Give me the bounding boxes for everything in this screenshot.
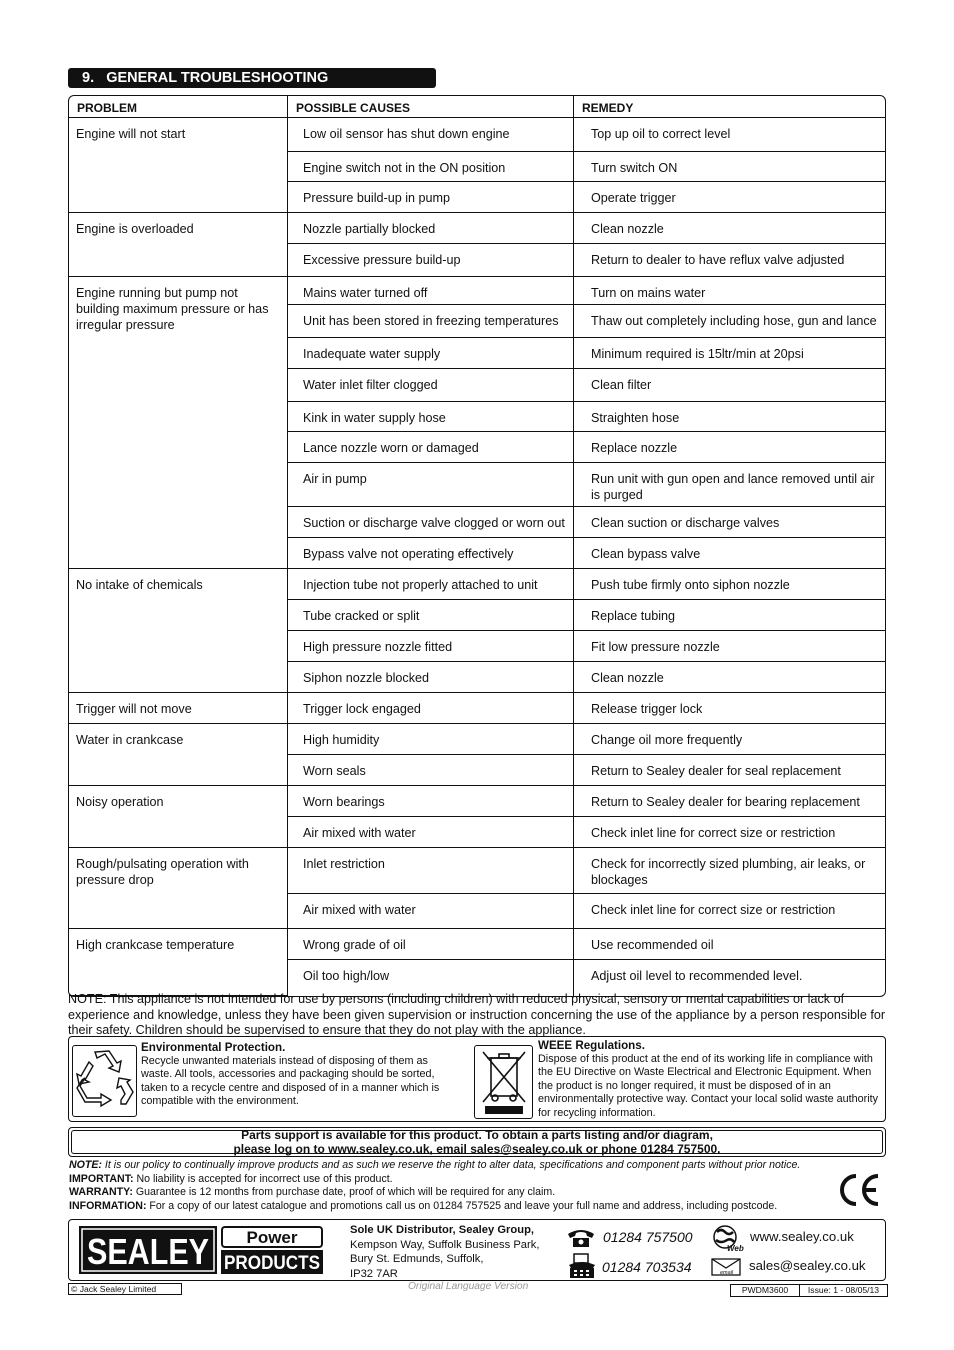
remedy-cell: Push tube firmly onto siphon nozzle: [574, 569, 885, 600]
cause-cell: Oil too high/low: [288, 960, 574, 996]
table-row: [69, 693, 885, 724]
table-row: [69, 213, 885, 244]
remedy-cell: Top up oil to correct level: [574, 118, 885, 152]
cause-cell: Lance nozzle worn or damaged: [288, 432, 574, 463]
cause-cell: Injection tube not properly attached to unit: [288, 569, 574, 600]
cause-cell: Mains water turned off: [288, 277, 574, 305]
remedy-cell: Release trigger lock: [574, 693, 885, 724]
policy-note: NOTE: It is our policy to continually improve products and as such we reserve the right to alter data, specifications and component parts without prior notice.: [69, 1159, 801, 1171]
weee-bin-icon: [474, 1045, 533, 1119]
problem-cell: High crankcase temperature: [69, 929, 288, 996]
email-link[interactable]: sales@sealey.co.uk: [749, 1258, 866, 1273]
cause-cell: Air mixed with water: [288, 817, 574, 848]
table-row: [69, 724, 885, 755]
remedy-cell: Fit low pressure nozzle: [574, 631, 885, 662]
web-globe-icon: [711, 1224, 747, 1257]
important-note: IMPORTANT: No liability is accepted for incorrect use of this product.: [69, 1172, 393, 1185]
environmental-body: Recycle unwanted materials instead of disposing of them as waste. All tools, accessories and packaging should be sorted, taken to a recycle centre and disposed of in a manner which is compatible with the environment.: [141, 1054, 440, 1107]
cause-cell: Nozzle partially blocked: [288, 213, 574, 244]
cause-cell: Air mixed with water: [288, 894, 574, 929]
remedy-cell: Run unit with gun open and lance removed until air is purged: [574, 463, 885, 507]
cause-cell: Inlet restriction: [288, 848, 574, 894]
remedy-cell: Return to Sealey dealer for bearing replacement: [574, 786, 885, 817]
remedy-cell: Replace tubing: [574, 600, 885, 631]
document-code: PWDM3600: [730, 1284, 800, 1297]
header-remedy: REMEDY: [574, 96, 885, 118]
cause-cell: High pressure nozzle fitted: [288, 631, 574, 662]
cause-cell: Unit has been stored in freezing temperatures: [288, 305, 574, 338]
ce-mark-logo: [836, 1172, 882, 1208]
cause-cell: Excessive pressure build-up: [288, 244, 574, 277]
troubleshooting-table: [68, 95, 886, 997]
remedy-cell: Adjust oil level to recommended level.: [591, 969, 803, 983]
remedy-cell: Change oil more frequently: [574, 724, 885, 755]
cause-cell: Siphon nozzle blocked: [288, 662, 574, 693]
problem-cell: Noisy operation: [69, 786, 288, 848]
header-causes: POSSIBLE CAUSES: [288, 96, 574, 118]
safety-note: NOTE: This appliance is not intended for use by persons (including children) with reduced physical, sensory or mental capabilities or lack of experience and knowledge, unless they have been given supervision or instruction concerning the use of the appliance by a person responsible for their safety. Children should be supervised to ensure that they do not play with the appliance.: [68, 992, 886, 1037]
parts-support-line2: please log on to www.sealey.co.uk, email sales@sealey.co.uk or phone 01284 757500.: [233, 1141, 721, 1156]
cause-cell: Trigger lock engaged: [288, 693, 574, 724]
cause-cell: Tube cracked or split: [288, 600, 574, 631]
power-products-logo: [221, 1226, 323, 1274]
problem-cell: Rough/pulsating operation with pressure drop: [69, 848, 288, 929]
table-row: [69, 929, 885, 960]
svg-text:Power: Power: [246, 1228, 298, 1247]
fax-number: 01284 703534: [602, 1259, 692, 1275]
cause-cell: Engine switch not in the ON position: [288, 152, 574, 182]
cause-cell: Bypass valve not operating effectively: [288, 538, 574, 569]
table-row: [69, 848, 885, 894]
table-header-row: [69, 96, 885, 118]
parts-support-inner-border: [71, 1130, 883, 1154]
distributor-address: [350, 1223, 539, 1281]
phone-icon: [566, 1226, 596, 1253]
problem-cell: Engine is overloaded: [69, 213, 288, 277]
cause-cell: Water inlet filter clogged: [288, 369, 574, 402]
weee-text-block: [538, 1039, 883, 1120]
distributor-name: Sole UK Distributor, Sealey Group,: [350, 1224, 535, 1236]
problem-cell: Engine will not start: [69, 118, 288, 213]
remedy-cell: Check for incorrectly sized plumbing, air leaks, or blockages: [574, 848, 885, 894]
section-title-text: GENERAL TROUBLESHOOTING: [106, 70, 329, 86]
website-link[interactable]: www.sealey.co.uk: [750, 1229, 854, 1244]
remedy-cell: Check inlet line for correct size or restriction: [574, 894, 885, 929]
copyright-label: © Jack Sealey Limited: [68, 1283, 182, 1295]
issue-date: Issue: 1 - 08/05/13: [800, 1284, 888, 1297]
problem-cell: Engine running but pump not building maximum pressure or has irregular pressure: [69, 277, 288, 569]
warranty-note: WARRANTY: Guarantee is 12 months from purchase date, proof of which will be required for any claim.: [69, 1186, 556, 1198]
recycle-icon: [72, 1045, 137, 1117]
remedy-cell: Turn switch ON: [574, 152, 885, 182]
cause-cell: Kink in water supply hose: [288, 402, 574, 432]
environment-weee-box: [68, 1036, 886, 1122]
table-body: [69, 118, 885, 996]
remedy-cell: Turn on mains water: [574, 277, 885, 305]
remedy-cell: Check inlet line for correct size or restriction: [574, 817, 885, 848]
small-print: [69, 1159, 849, 1213]
remedy-cell: Operate trigger: [574, 182, 885, 213]
email-envelope-icon: [711, 1258, 741, 1281]
remedy-cell: Clean nozzle: [574, 662, 885, 693]
cause-cell: Worn seals: [288, 755, 574, 786]
address-line3: IP32 7AR: [350, 1267, 398, 1280]
table-row: [69, 786, 885, 817]
parts-support-box: [68, 1127, 886, 1157]
remedy-cell: Minimum required is 15ltr/min at 20psi: [574, 338, 885, 369]
svg-text:SEALEY: SEALEY: [87, 1231, 209, 1272]
footer-contact-box: [68, 1219, 886, 1281]
svg-text:email: email: [720, 1270, 734, 1276]
cause-cell: Low oil sensor has shut down engine: [288, 118, 574, 152]
cause-cell: High humidity: [288, 724, 574, 755]
table-row: [69, 569, 885, 600]
problem-cell: No intake of chemicals: [69, 569, 288, 693]
remedy-cell: Straighten hose: [574, 402, 885, 432]
cause-cell: Air in pump: [288, 463, 574, 507]
sealey-logo: [79, 1226, 217, 1274]
parts-support-line1: Parts support is available for this product. To obtain a parts listing and/or diagram,: [241, 1128, 713, 1142]
svg-text:Web: Web: [727, 1244, 744, 1252]
remedy-cell: Use recommended oil: [574, 929, 885, 960]
table-row: [69, 118, 885, 152]
weee-body: Dispose of this product at the end of its working life in compliance with the EU Directive on Waste Electrical and Electronic Equipment. When the product is no longer required, it must be disposed of in an environmentally protective way. Contact your local solid waste authority for recycling information.: [538, 1052, 879, 1119]
cause-cell: Wrong grade of oil: [288, 929, 574, 960]
problem-cell: Water in crankcase: [69, 724, 288, 786]
cause-cell: Pressure build-up in pump: [288, 182, 574, 213]
fax-icon: [568, 1253, 596, 1284]
remedy-cell: Clean suction or discharge valves: [574, 507, 885, 538]
address-line1: Kempson Way, Suffolk Business Park,: [350, 1238, 540, 1251]
phone-number: 01284 757500: [603, 1229, 693, 1245]
environmental-text-block: [141, 1041, 461, 1109]
cause-cell: Worn bearings: [288, 786, 574, 817]
section-title: [68, 68, 436, 88]
remedy-cell: Return to dealer to have reflux valve adjusted: [574, 244, 885, 277]
original-language-label: Original Language Version: [408, 1281, 529, 1292]
remedy-cell: Thaw out completely including hose, gun and lance: [574, 305, 885, 338]
cause-cell: Inadequate water supply: [288, 338, 574, 369]
remedy-cell: Clean bypass valve: [574, 538, 885, 569]
header-problem: PROBLEM: [69, 96, 288, 118]
remedy-cell: Clean filter: [574, 369, 885, 402]
svg-text:PRODUCTS: PRODUCTS: [224, 1253, 320, 1274]
remedy-cell: Return to Sealey dealer for seal replacement: [574, 755, 885, 786]
address-line2: Bury St. Edmunds, Suffolk,: [350, 1253, 484, 1265]
cause-cell: Suction or discharge valve clogged or worn out: [288, 507, 574, 538]
weee-title: WEEE Regulations.: [538, 1039, 645, 1052]
problem-cell: Trigger will not move: [69, 693, 288, 724]
remedy-cell: Replace nozzle: [574, 432, 885, 463]
remedy-cell: Clean nozzle: [574, 213, 885, 244]
environmental-title: Environmental Protection.: [141, 1041, 286, 1054]
information-note: INFORMATION: For a copy of our latest catalogue and promotions call us on 01284 757525 and leave your full name and address, including postcode.: [69, 1199, 778, 1212]
table-row: [69, 277, 885, 305]
section-number: 9.: [82, 70, 95, 86]
